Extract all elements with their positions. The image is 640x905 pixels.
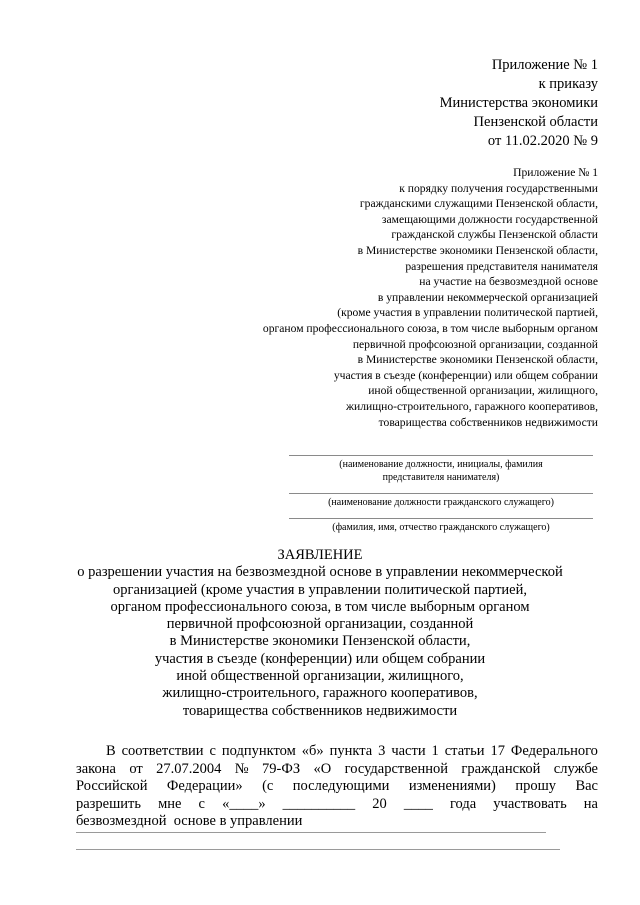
body-word: года [449,795,477,812]
appendix-line: жилищно-строительного, гаражного кооперативов, [346,399,598,413]
name-caption: (фамилия, имя, отчество гражданского служащего) [332,522,550,533]
statement-subtitle-line: в Министерстве экономики Пензенской области, [169,633,471,650]
body-line-1 [76,743,598,761]
body-word: Вас [575,778,598,795]
body-word: службе [553,760,598,777]
body-word: 20 [372,795,387,812]
statement-title: ЗАЯВЛЕНИЕ [277,547,363,563]
fill-line-2[interactable] [76,849,560,850]
appendix-line: товарищества собственников недвижимости [378,415,598,429]
appendix-line: в управлении некоммерческой организацией [377,290,598,304]
body-word: «О [313,760,332,777]
body-word: участвовать [493,795,567,812]
procedure-appendix-header [263,165,598,430]
body-line-3 [76,778,598,796]
body-word: «б» [301,743,324,759]
appendix-line: Приложение № 1 [513,166,598,179]
body-word: части [391,743,426,759]
body-word: Российской [76,778,148,795]
statement-subtitle-line: первичной профсоюзной организации, созданной [166,616,474,633]
body-word: Федерации» [166,778,243,795]
body-word: с [209,743,216,759]
statement-subtitle-line: о разрешении участия на безвозмездной основе в управлении некоммерческой [77,564,563,581]
employer-caption-line-2: представителя нанимателя) [382,472,500,483]
date-year-blank[interactable]: ____ [403,795,433,812]
body-word: пункта [329,743,373,759]
appendix-line: органом профессионального союза, в том числе выборным органом [262,321,598,335]
appendix-line: на участие на безвозмездной основе [419,275,598,289]
body-word: с [198,795,205,812]
position-field [289,493,593,509]
body-word: 27.07.2004 [156,760,222,777]
position-caption: (наименование должности гражданского служащего) [328,497,554,508]
body-line-5-text: безвозмездной основе в управлении [76,813,303,830]
header-line: Пензенской области [473,114,598,130]
body-word: 17 [490,743,505,759]
appendix-line: к порядку получения государственными [399,181,598,195]
name-field [289,518,593,534]
statement-subtitle-line: иной общественной организации, жилищного, [176,668,464,685]
body-word: подпунктом [221,743,296,759]
body-word: соответствии [121,743,204,759]
statement-subtitle-line: товарищества собственников недвижимости [182,702,458,719]
employer-field [289,455,593,484]
header-line: к приказу [538,76,598,92]
header-line: Министерства экономики [439,95,598,111]
body-word: закона [76,760,116,777]
appendix-line: разрешения представителя нанимателя [405,259,598,273]
body-word: 3 [378,743,386,759]
body-word: 79-ФЗ [262,760,301,777]
statement-subtitle-line: организацией (кроме участия в управлении политической партией, [113,581,527,598]
statement-subtitle-line: жилищно-строительного, гаражного кооперативов, [162,685,478,702]
body-word: (с [262,778,274,795]
appendix-line: гражданской службы Пензенской области [391,228,598,242]
appendix-line: гражданскими служащими Пензенской области, [359,197,598,211]
date-day-blank[interactable]: «____» [222,795,266,812]
body-word: 1 [431,743,439,759]
body-word: статьи [444,743,485,759]
appendix-line: иной общественной организации, жилищного, [368,384,598,398]
order-appendix-header [440,56,598,151]
statement-subtitle-line: участия в съезде (конференции) или общем собрании [154,650,486,667]
date-month-blank[interactable]: __________ [282,795,356,812]
statement-body [76,743,598,831]
appendix-line: участия в съезде (конференции) или общем собрании [333,368,598,382]
appendix-line: (кроме участия в управлении политической партией, [337,306,598,320]
body-line-5 [76,813,598,831]
body-word: разрешить [76,795,141,812]
body-word: гражданской [461,760,541,777]
body-word: № [234,760,249,777]
statement-subtitle-line: органом профессионального союза, в том числе выборным органом [110,598,530,615]
body-word: В [106,743,116,759]
body-line-2 [76,761,598,779]
appendix-line: в Министерстве экономики Пензенской области, [357,243,598,257]
body-line-4 [76,796,598,814]
body-word: последующими [292,778,390,795]
employer-caption-line-1: (наименование должности, инициалы, фамилия [339,459,543,470]
appendix-line: первичной профсоюзной организации, созданной [352,337,598,351]
body-word: Федерального [510,743,598,759]
body-word: от [129,760,143,777]
body-word: на [583,795,598,812]
employer-caption [289,456,593,484]
header-line: от 11.02.2020 № 9 [487,133,598,149]
appendix-line: замещающими должности государственной [381,212,598,226]
appendix-line: в Министерстве экономики Пензенской области, [357,353,598,367]
header-line: Приложение № 1 [491,57,598,73]
body-word: мне [158,795,182,812]
body-word: государственной [344,760,448,777]
body-word: прошу [515,778,556,795]
body-word: изменениями) [408,778,496,795]
fill-line-1[interactable] [76,832,546,833]
statement-heading [0,547,640,720]
